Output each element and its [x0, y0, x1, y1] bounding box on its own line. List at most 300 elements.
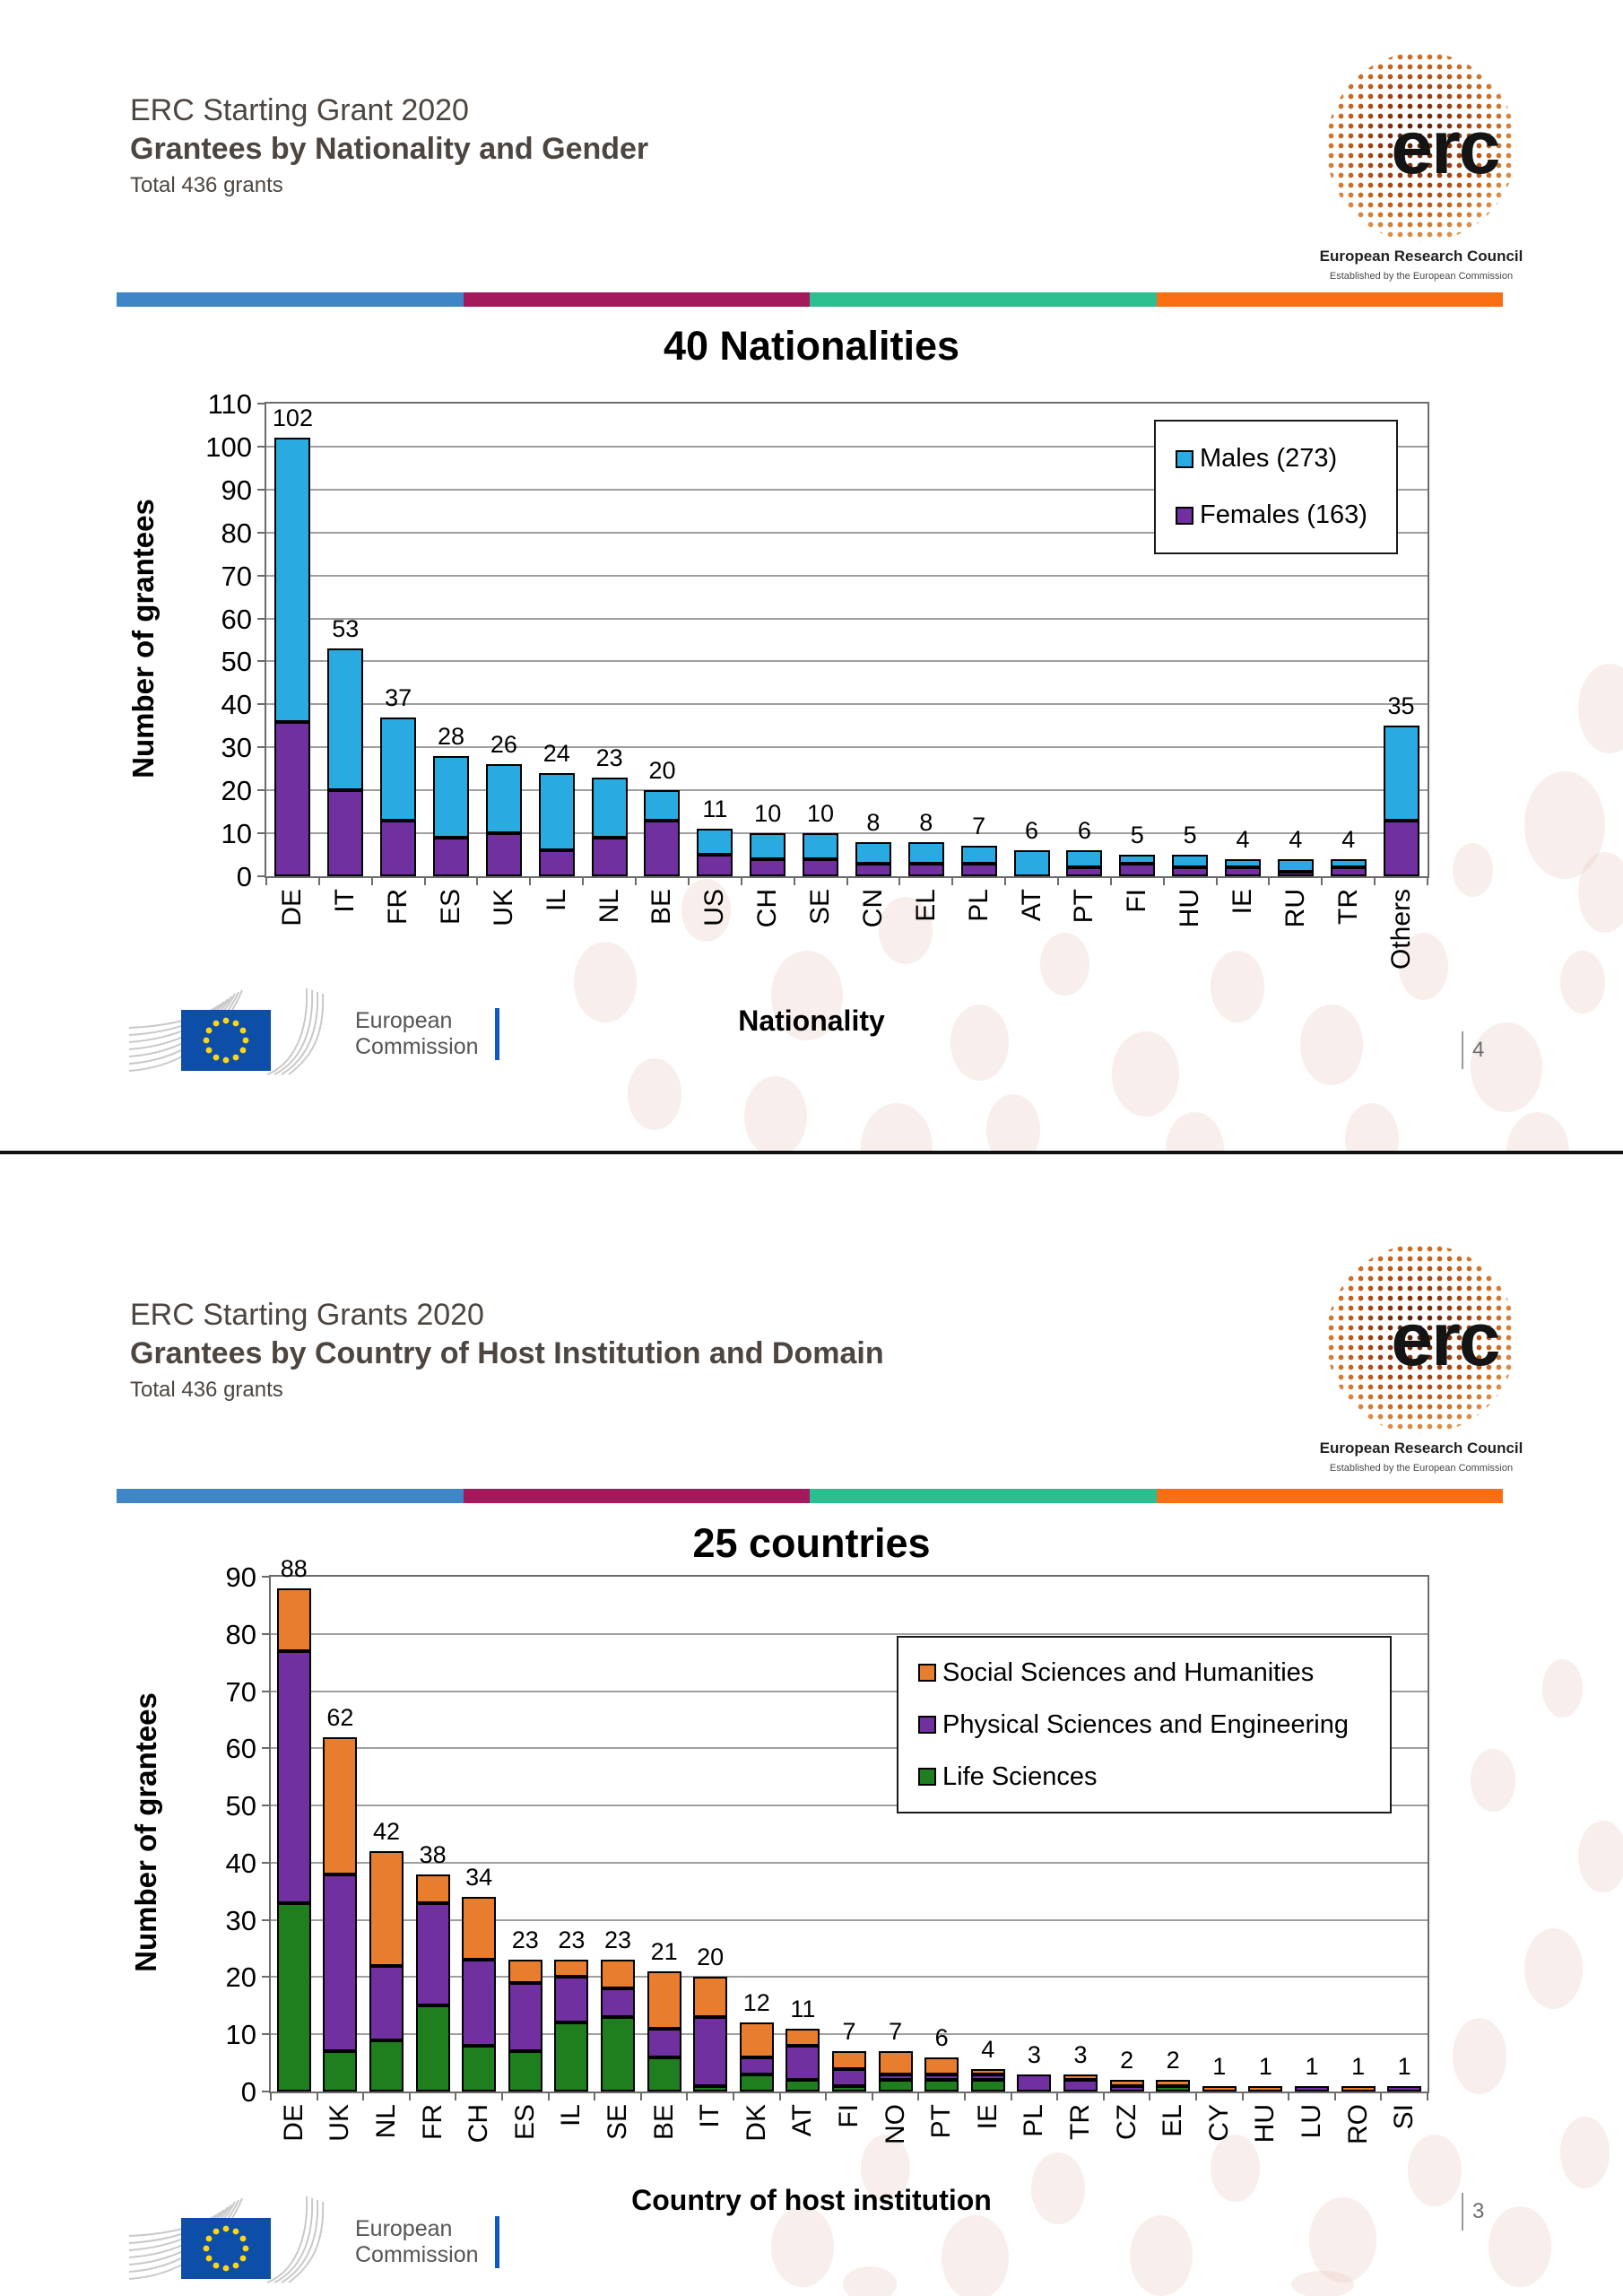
x-tick-mark [371, 876, 373, 885]
x-tick-mark [688, 876, 690, 885]
legend-swatch [918, 1716, 936, 1734]
grid-line [271, 1633, 1428, 1635]
x-tick-mark [733, 2092, 734, 2100]
erc-tagline: Established by the European Commission [1329, 1463, 1514, 1474]
bar-total-label: 1 [1351, 2052, 1366, 2080]
bar-total-label: 88 [280, 1554, 308, 1582]
bar-total-label: 6 [1025, 817, 1039, 845]
bar-total-label: 23 [595, 744, 623, 771]
background-dot [1578, 664, 1623, 753]
x-tick-mark [362, 2092, 364, 2100]
x-category-label-text: SE [603, 2104, 632, 2141]
ribbon-segment-green [810, 1489, 1157, 1503]
bar-segment [327, 790, 363, 876]
y-tick-label: 60 [225, 1733, 256, 1765]
bar-total-label: 4 [1236, 825, 1250, 853]
chart1-x-axis-title: Nationality [738, 1004, 885, 1037]
background-dot [1524, 771, 1605, 879]
legend-label: Physical Sciences and Engineering [942, 1709, 1349, 1739]
bar-segment [697, 829, 733, 855]
legend-item [918, 1658, 1381, 1688]
x-category-label [1348, 889, 1455, 1014]
x-tick-mark [635, 876, 637, 885]
ribbon-segment-orange [1157, 1489, 1504, 1503]
bar-segment [1384, 821, 1419, 876]
bar-total-label: 5 [1183, 822, 1197, 849]
slide1-header [130, 91, 648, 198]
bar-total-label: 1 [1212, 2052, 1227, 2080]
x-category-label-text: IL [556, 2104, 586, 2127]
bar-total-label: 10 [754, 800, 782, 828]
bar-segment [1341, 2086, 1376, 2092]
bar-total-label: 7 [972, 813, 986, 840]
background-dot [1453, 843, 1493, 897]
bar-segment [1387, 2086, 1421, 2092]
x-category-label-text: EL [910, 889, 941, 922]
background-dot [861, 1103, 933, 1151]
grid-line [266, 660, 1428, 662]
legend-item [918, 1762, 1381, 1792]
x-category-label-text: Others [1385, 889, 1416, 970]
bar-segment [592, 838, 628, 876]
legend-label: Social Sciences and Humanities [942, 1657, 1315, 1687]
x-category-label-text: CN [857, 889, 888, 928]
y-tick-label: 50 [221, 646, 252, 678]
color-ribbon [117, 1489, 1503, 1503]
legend-swatch [1176, 507, 1193, 525]
x-tick-mark [1011, 2092, 1012, 2100]
bar-total-label: 4 [981, 2035, 995, 2063]
bar-segment [486, 764, 522, 833]
ec-line1: European [355, 2215, 453, 2241]
y-tick-label: 30 [221, 732, 252, 764]
x-tick-mark [1057, 876, 1059, 885]
bar-total-label: 8 [866, 808, 881, 836]
x-tick-mark [825, 2092, 827, 2100]
slide-subtitle: Grantees by Nationality and Gender [130, 131, 649, 166]
bar-segment [416, 2005, 450, 2092]
x-category-label-text: PT [1069, 889, 1099, 924]
x-tick-mark [1288, 2092, 1289, 2100]
y-tick-mark [262, 1747, 271, 1749]
y-tick-label: 60 [221, 603, 252, 635]
bar-segment [1278, 859, 1314, 872]
bar-segment [1248, 2086, 1282, 2092]
x-category-label-text: UK [325, 2104, 355, 2142]
y-tick-mark [257, 618, 266, 620]
bar-segment [1119, 864, 1155, 876]
bar-segment [539, 773, 575, 850]
x-category-label-text: PT [926, 2104, 957, 2139]
bar-segment [832, 2086, 866, 2092]
x-category-label-text: FI [1122, 889, 1152, 913]
y-tick-mark [257, 489, 266, 491]
bar-total-label: 1 [1258, 2052, 1272, 2080]
bar-segment [380, 821, 416, 876]
bar-segment [1225, 859, 1261, 868]
bar-segment [693, 2017, 727, 2086]
legend-item [1176, 500, 1387, 530]
background-dot [1506, 1112, 1569, 1151]
bar-segment [592, 778, 628, 838]
bar-segment [1119, 855, 1155, 864]
bar-segment [879, 2080, 913, 2092]
ec-blue-bar [495, 2216, 499, 2268]
y-tick-label: 100 [205, 430, 252, 463]
x-tick-mark [1110, 876, 1112, 885]
x-category-label-text: DK [741, 2104, 771, 2142]
bar-segment [1014, 850, 1050, 876]
y-tick-mark [257, 832, 266, 834]
x-tick-mark [1242, 2092, 1244, 2100]
bar-total-label: 8 [919, 808, 933, 836]
x-tick-mark [872, 2092, 873, 2100]
y-tick-label: 70 [225, 1675, 256, 1708]
ec-blue-bar [495, 1008, 499, 1060]
bar-total-label: 37 [385, 683, 412, 711]
x-tick-mark [529, 876, 531, 885]
ec-flag-icon [124, 978, 348, 1091]
x-category-label-text: HU [1175, 889, 1205, 928]
chart2-legend [897, 1636, 1392, 1813]
bar-segment [1066, 850, 1102, 867]
y-tick-label: 20 [221, 775, 252, 807]
bar-segment [274, 438, 310, 721]
x-tick-mark [1427, 876, 1428, 885]
x-category-label-text: IE [972, 2104, 1002, 2130]
chart1-y-axis-title: Number of grantees [126, 499, 160, 778]
ec-logo-text [355, 2216, 479, 2269]
y-tick-label: 10 [225, 2019, 256, 2051]
bar-segment [740, 2022, 774, 2057]
y-tick-label: 0 [236, 861, 252, 892]
x-tick-mark [476, 876, 478, 885]
x-category-label-text: BE [647, 889, 677, 926]
ribbon-segment-orange [1157, 292, 1504, 307]
x-category-label-text: CY [1203, 2104, 1234, 2142]
erc-org-name: European Research Council [1319, 1439, 1523, 1457]
y-tick-label: 10 [221, 818, 252, 850]
bar-total-label: 5 [1130, 822, 1144, 849]
bar-total-label: 6 [1077, 817, 1091, 845]
bar-segment [879, 2051, 913, 2074]
bar-segment [803, 859, 838, 876]
bar-segment [750, 859, 785, 876]
grid-line [266, 575, 1428, 577]
bar-total-label: 2 [1120, 2047, 1134, 2074]
x-tick-mark [741, 876, 742, 885]
x-category-label-text: SE [805, 889, 836, 926]
bar-segment [961, 846, 997, 863]
bar-total-label: 24 [542, 740, 570, 768]
y-tick-label: 90 [225, 1561, 256, 1593]
slide-subtitle: Grantees by Country of Host Institution and Domain [130, 1335, 884, 1370]
x-category-label-text: NO [880, 2104, 910, 2144]
ribbon-segment-blue [117, 1489, 464, 1503]
bar-segment [908, 842, 944, 864]
x-category-label-text: RU [1280, 889, 1310, 928]
y-tick-mark [257, 446, 266, 448]
bar-total-label: 4 [1341, 825, 1356, 853]
x-tick-mark [265, 876, 267, 885]
x-category-label-text: FR [383, 889, 413, 925]
x-tick-mark [270, 2092, 272, 2100]
x-tick-mark [455, 2092, 456, 2100]
slide2-header [130, 1296, 884, 1403]
background-dot [1488, 2206, 1551, 2287]
bar-segment [740, 2074, 774, 2092]
x-category-label-text: DE [278, 2104, 308, 2142]
bar-segment [750, 833, 785, 859]
bar-segment [1331, 867, 1367, 876]
bar-segment [1295, 2086, 1329, 2092]
ec-logo [124, 2186, 499, 2296]
bar-segment [462, 1960, 496, 2046]
chart1-legend [1154, 420, 1398, 554]
erc-tagline: Established by the European Commission [1329, 271, 1514, 282]
x-category-label-text: TR [1065, 2104, 1095, 2140]
y-tick-label: 30 [225, 1904, 256, 1936]
page-number [1462, 2193, 1484, 2231]
background-dot [1291, 2271, 1354, 2296]
bar-segment [277, 1903, 311, 2092]
legend-label: Females (163) [1200, 500, 1367, 529]
background-dot [744, 1076, 807, 1151]
bar-total-label: 42 [372, 1818, 401, 1846]
slide-total-grants: Total 436 grants [130, 173, 283, 197]
bar-segment [601, 2017, 635, 2092]
slide-title: ERC Starting Grants 2020 [130, 1298, 484, 1332]
bar-segment [697, 855, 733, 876]
bar-total-label: 6 [934, 2023, 949, 2051]
bar-segment [924, 2080, 959, 2092]
x-tick-mark [409, 2092, 411, 2100]
x-category-label-text: CH [752, 889, 783, 928]
bar-segment [1063, 2080, 1098, 2092]
background-dot [1471, 1749, 1515, 1812]
y-tick-label: 80 [225, 1618, 256, 1650]
bar-total-label: 53 [332, 615, 360, 643]
bar-segment [1017, 2074, 1051, 2092]
x-tick-mark [318, 876, 320, 885]
bar-segment [908, 864, 944, 876]
x-tick-mark [964, 2092, 966, 2100]
x-category-label-text: IT [695, 2104, 725, 2128]
legend-item [918, 1710, 1381, 1740]
slide-2 [0, 1154, 1623, 2296]
x-category-label-text: IE [1227, 889, 1257, 915]
erc-halftone-sphere-icon [1326, 1244, 1516, 1434]
y-tick-mark [262, 1862, 271, 1864]
bar-segment [1156, 2086, 1190, 2092]
x-tick-mark [1268, 876, 1270, 885]
x-tick-mark [1427, 2092, 1428, 2100]
bar-segment [1225, 867, 1261, 876]
y-tick-mark [257, 789, 266, 791]
ribbon-segment-crimson [464, 292, 811, 307]
bar-segment [961, 864, 997, 876]
bar-total-label: 62 [326, 1703, 354, 1731]
y-tick-label: 50 [225, 1790, 256, 1822]
x-category-label-text: TR [1332, 889, 1363, 925]
bar-total-label: 1 [1397, 2052, 1411, 2080]
bar-segment [803, 833, 838, 859]
ribbon-segment-crimson [464, 1489, 811, 1503]
y-tick-mark [262, 1919, 271, 1921]
bar-segment [554, 1960, 588, 1977]
y-tick-mark [262, 1805, 271, 1806]
x-category-label-text: IL [541, 889, 571, 912]
x-tick-mark [794, 876, 795, 885]
bar-total-label: 38 [419, 1840, 447, 1868]
ec-line2: Commission [355, 1034, 479, 1059]
y-tick-mark [257, 660, 266, 662]
grid-line [266, 618, 1428, 620]
bar-total-label: 2 [1166, 2047, 1180, 2074]
bar-segment [971, 2069, 1005, 2074]
x-category-label-text: UK [488, 889, 518, 926]
bar-segment [647, 2029, 681, 2057]
bar-segment [486, 833, 522, 876]
y-tick-mark [257, 575, 266, 577]
bar-segment [601, 1988, 635, 2017]
x-category-label-text: EL [1158, 2104, 1188, 2137]
y-tick-label: 70 [221, 560, 252, 592]
background-dot [628, 1058, 681, 1130]
x-tick-mark [424, 876, 426, 885]
background-dot [1453, 2018, 1506, 2094]
background-dot [1345, 1103, 1399, 1151]
erc-wordmark: erc [1391, 105, 1499, 189]
bar-segment [462, 2046, 496, 2092]
page-number-divider [1462, 2193, 1463, 2231]
bar-segment [647, 2057, 681, 2092]
bar-total-label: 102 [272, 404, 313, 432]
x-tick-mark [1334, 2092, 1336, 2100]
bar-segment [924, 2074, 959, 2080]
x-category-label-text: NL [594, 889, 624, 924]
erc-wordmark: erc [1391, 1297, 1499, 1381]
y-tick-mark [262, 1976, 271, 1978]
bar-segment [1202, 2086, 1237, 2092]
background-dot [1524, 1928, 1583, 2009]
x-tick-mark [1103, 2092, 1105, 2100]
bar-segment [1110, 2080, 1144, 2085]
bar-segment [554, 1977, 588, 2022]
bar-segment [832, 2069, 866, 2086]
bar-segment [693, 2086, 727, 2092]
bar-segment [879, 2074, 913, 2080]
x-tick-mark [1056, 2092, 1058, 2100]
x-category-label-text: RO [1342, 2104, 1373, 2144]
bar-total-label: 4 [1289, 825, 1303, 853]
page-number-value: 3 [1472, 2199, 1485, 2223]
bar-segment [855, 864, 891, 876]
x-category-label-text: CH [464, 2104, 494, 2144]
x-tick-mark [1380, 2092, 1382, 2100]
bar-segment [433, 756, 469, 838]
x-category-label-text: ES [509, 2104, 540, 2141]
bar-segment [508, 1983, 542, 2052]
chart2-title: 25 countries [692, 1520, 931, 1566]
bar-total-label: 23 [558, 1926, 586, 1954]
y-tick-label: 90 [221, 474, 252, 506]
legend-label: Males (273) [1200, 444, 1338, 473]
x-tick-mark [898, 876, 900, 885]
y-tick-mark [262, 1633, 271, 1635]
background-dot [843, 2266, 897, 2296]
bar-total-label: 11 [702, 796, 728, 823]
bar-segment [274, 722, 310, 876]
x-category-label-text: CZ [1111, 2104, 1141, 2140]
erc-org-name: European Research Council [1319, 248, 1523, 265]
bar-segment [647, 1971, 681, 2029]
y-tick-label: 110 [207, 388, 252, 420]
bar-segment [416, 1903, 450, 2006]
x-tick-mark [594, 2092, 595, 2100]
y-tick-label: 0 [240, 2076, 256, 2108]
legend-swatch [918, 1768, 936, 1786]
bar-segment [1110, 2086, 1144, 2092]
color-ribbon [117, 292, 1503, 307]
background-dot [1166, 1112, 1224, 1151]
bar-segment [971, 2080, 1005, 2092]
x-tick-mark [1195, 2092, 1197, 2100]
x-tick-mark [686, 2092, 688, 2100]
x-category-label-text: NL [371, 2104, 401, 2139]
bar-total-label: 34 [465, 1864, 493, 1892]
x-category-label-text: FI [834, 2104, 864, 2128]
ec-line1: European [355, 1007, 453, 1033]
y-tick-label: 20 [225, 1961, 256, 1994]
bar-segment [327, 648, 363, 790]
x-category-label-text: HU [1250, 2104, 1280, 2144]
x-category-label-text: DE [277, 889, 308, 926]
bar-total-label: 11 [790, 1995, 816, 2022]
x-tick-mark [582, 876, 584, 885]
x-category-label-text: AT [787, 2104, 818, 2137]
bar-segment [1063, 2074, 1098, 2080]
bar-segment [1066, 867, 1102, 876]
y-tick-label: 40 [221, 689, 252, 721]
page-number-divider [1462, 1031, 1463, 1069]
bar-total-label: 3 [1027, 2040, 1041, 2068]
bar-segment [323, 1874, 357, 2052]
x-tick-mark [1216, 876, 1218, 885]
page-number-value: 4 [1472, 1038, 1485, 1062]
bar-total-label: 7 [842, 2018, 856, 2046]
bar-total-label: 28 [437, 722, 465, 750]
background-dot [986, 1094, 1040, 1151]
bar-segment [433, 838, 469, 876]
y-tick-mark [262, 1691, 271, 1692]
y-tick-mark [257, 532, 266, 534]
legend-swatch [1176, 450, 1193, 468]
slide-total-grants: Total 436 grants [130, 1378, 283, 1402]
x-category-label-text: FR [417, 2104, 447, 2140]
chart2-x-axis-title: Country of host institution [631, 2184, 992, 2216]
y-tick-mark [262, 2033, 271, 2035]
x-tick-mark [1149, 2092, 1150, 2100]
ec-line2: Commission [355, 2242, 479, 2267]
bar-total-label: 1 [1305, 2052, 1319, 2080]
legend-item [1176, 444, 1387, 474]
x-category-label-text: PL [963, 889, 994, 922]
bar-segment [1331, 859, 1367, 868]
bar-segment [1172, 855, 1208, 867]
bar-segment [971, 2074, 1005, 2080]
bar-segment [323, 2051, 357, 2092]
